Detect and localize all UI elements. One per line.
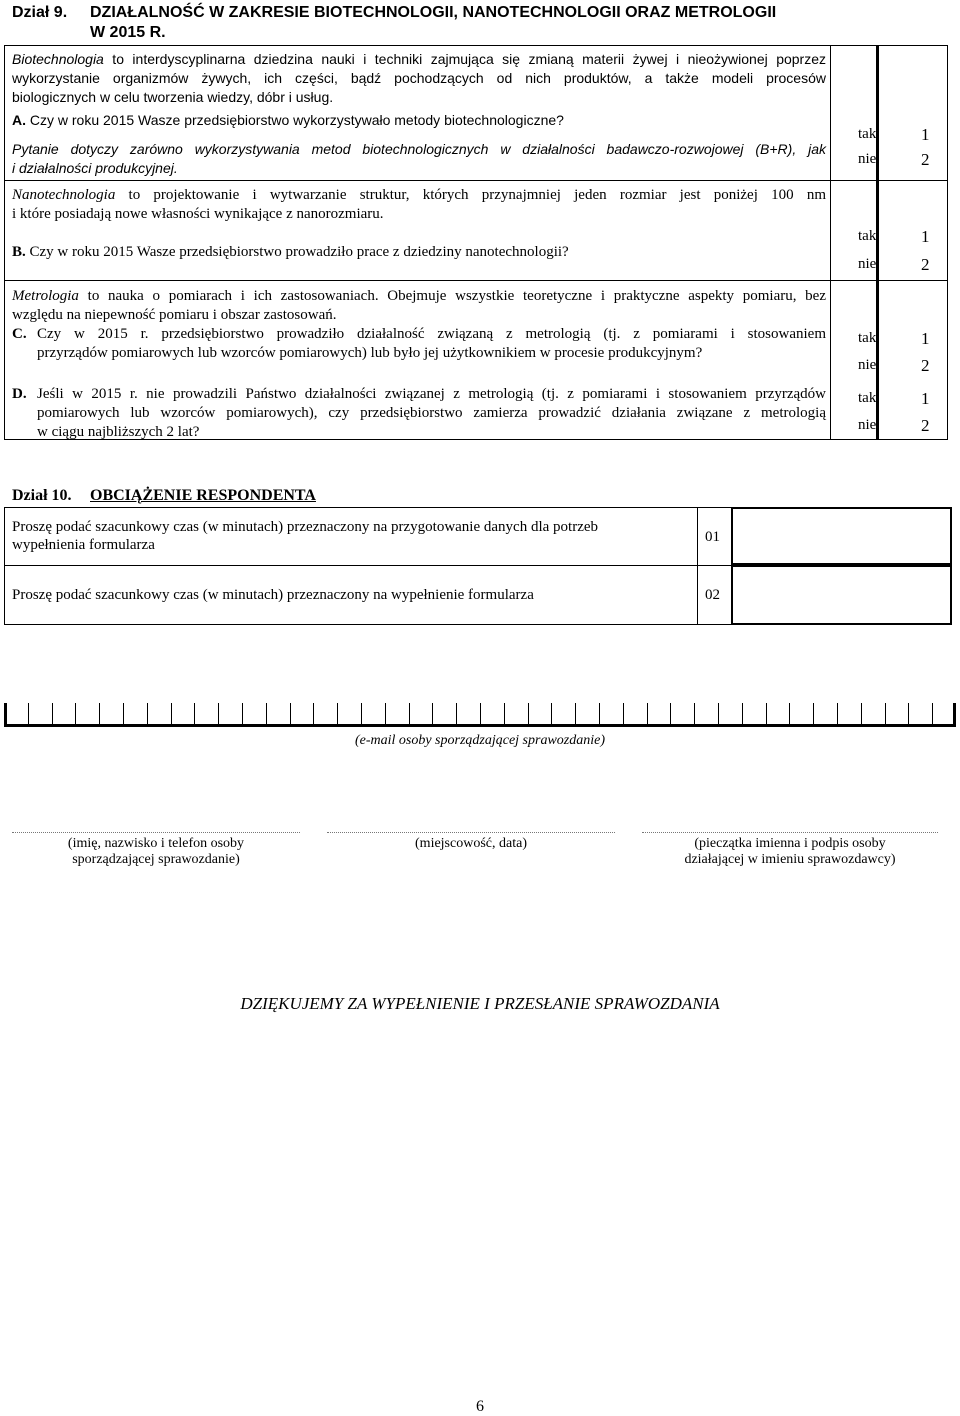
bio-definition-line2: wykorzystanie organizmów żywych, ich części, bądź pochodzących od nich produktów, a także modeli procesów bbox=[12, 70, 826, 86]
nano-definition-line2: i które posiadają nowe własności wynikające z nanorozmiaru. bbox=[12, 206, 384, 222]
answer-a-yes-code[interactable]: 1 bbox=[921, 125, 930, 144]
bio-term: Biotechnologia bbox=[12, 51, 104, 67]
burden-row1-line2: wypełnienia formularza bbox=[12, 537, 155, 553]
email-cell-divider bbox=[861, 703, 862, 725]
burden-code-divider bbox=[697, 507, 698, 625]
email-cell-divider bbox=[290, 703, 291, 725]
question-b bbox=[12, 244, 569, 261]
burden-row2-text: Proszę podać szacunkowy czas (w minutach) przeznaczony na wypełnienie formularza bbox=[12, 587, 534, 603]
email-cell-divider bbox=[52, 703, 53, 725]
burden-row2-input[interactable] bbox=[731, 565, 952, 625]
email-cell-divider bbox=[361, 703, 362, 725]
section-9-title-line2: W 2015 R. bbox=[90, 24, 166, 41]
answer-d-no-label[interactable]: nie bbox=[858, 417, 877, 433]
email-cell-divider bbox=[75, 703, 76, 725]
bio-note-line2: i działalności produkcyjnej. bbox=[12, 160, 178, 176]
row-divider-bio bbox=[4, 180, 948, 181]
answer-c-no-code[interactable]: 2 bbox=[921, 356, 930, 375]
bio-def-text1: to interdyscyplinarna dziedzina nauki i techniki zajmująca się zmianą materii żywej i nieożywionej poprzez bbox=[103, 51, 826, 67]
email-cell-divider bbox=[409, 703, 410, 725]
place-caption: (miejscowość, data) bbox=[415, 836, 527, 851]
email-cell-divider bbox=[194, 703, 195, 725]
email-cell-divider bbox=[528, 703, 529, 725]
email-cell-divider bbox=[599, 703, 600, 725]
answer-a-no-code[interactable]: 2 bbox=[921, 150, 930, 169]
question-a-letter: A. bbox=[12, 112, 26, 128]
answer-a-no-label[interactable]: nie bbox=[858, 151, 877, 167]
email-cell-divider bbox=[313, 703, 314, 725]
section-10-title: OBCIĄŻENIE RESPONDENTA bbox=[90, 487, 316, 504]
row-divider-nano bbox=[4, 280, 948, 281]
email-cell-divider bbox=[28, 703, 29, 725]
email-input[interactable] bbox=[4, 703, 956, 727]
email-cell-divider bbox=[171, 703, 172, 725]
email-cell-divider bbox=[885, 703, 886, 725]
burden-row1-input[interactable] bbox=[731, 507, 952, 565]
email-cell-divider bbox=[456, 703, 457, 725]
section-9-title-line1: DZIAŁALNOŚĆ W ZAKRESIE BIOTECHNOLOGII, NANOTECHNOLOGII ORAZ METROLOGII bbox=[90, 4, 777, 21]
question-c-line1: Czy w 2015 r. przedsiębiorstwo prowadziło działalność związaną z metrologią (tj. z pomiarami i stosowaniem bbox=[37, 326, 826, 342]
burden-row2-code: 02 bbox=[705, 587, 720, 603]
email-cell-divider bbox=[718, 703, 719, 725]
email-cell-divider bbox=[551, 703, 552, 725]
nano-def-text1: to projektowanie i wytwarzanie struktur, których przynajmniej jeden rozmiar jest poniżej 100 nm bbox=[115, 187, 826, 203]
question-c-letter: C. bbox=[12, 326, 27, 342]
question-a-text: Czy w roku 2015 Wasze przedsiębiorstwo wykorzystywało metody biotechnologiczne? bbox=[26, 112, 564, 128]
email-input-right-edge bbox=[953, 703, 956, 727]
email-cell-divider bbox=[337, 703, 338, 725]
email-cell-divider bbox=[647, 703, 648, 725]
email-cell-divider bbox=[575, 703, 576, 725]
email-cell-divider bbox=[504, 703, 505, 725]
answer-c-no-label[interactable]: nie bbox=[858, 357, 877, 373]
answer-b-yes-label[interactable]: tak bbox=[858, 228, 877, 244]
stamp-caption-line1: (pieczątka imienna i podpis osoby bbox=[694, 836, 886, 851]
email-input-left-edge bbox=[4, 703, 7, 727]
question-d-line3: w ciągu najbliższych 2 lat? bbox=[37, 424, 200, 440]
answer-d-yes-code[interactable]: 1 bbox=[921, 389, 930, 408]
nano-term: Nanotechnologia bbox=[12, 187, 116, 203]
place-date-line[interactable] bbox=[327, 832, 615, 833]
email-cell-divider bbox=[242, 703, 243, 725]
email-cell-divider bbox=[218, 703, 219, 725]
page-number: 6 bbox=[476, 1398, 484, 1415]
thank-you-message: DZIĘKUJEMY ZA WYPEŁNIENIE I PRZESŁANIE SPRAWOZDANIA bbox=[240, 994, 720, 1013]
burden-row1-code: 01 bbox=[705, 529, 720, 545]
answer-b-yes-code[interactable]: 1 bbox=[921, 227, 930, 246]
email-cell-divider bbox=[623, 703, 624, 725]
stamp-caption-line2: działającej w imieniu sprawozdawcy) bbox=[684, 852, 896, 867]
person-caption-line2: sporządzającej sprawozdanie) bbox=[72, 852, 240, 867]
email-cell-divider bbox=[123, 703, 124, 725]
email-cell-divider bbox=[837, 703, 838, 725]
question-b-text: Czy w roku 2015 Wasze przedsiębiorstwo prowadziło prace z dziedziny nanotechnologii? bbox=[25, 244, 569, 260]
email-cell-divider bbox=[789, 703, 790, 725]
stamp-signature-line[interactable] bbox=[642, 832, 938, 833]
answer-d-no-code[interactable]: 2 bbox=[921, 416, 930, 435]
burden-row1-line1: Proszę podać szacunkowy czas (w minutach) przeznaczony na przygotowanie danych dla potrzeb bbox=[12, 519, 599, 535]
email-cell-divider bbox=[742, 703, 743, 725]
email-cell-divider bbox=[147, 703, 148, 725]
email-cell-divider bbox=[932, 703, 933, 725]
answer-column-thick-divider bbox=[876, 45, 879, 440]
answer-c-yes-label[interactable]: tak bbox=[858, 330, 877, 346]
email-cell-divider bbox=[432, 703, 433, 725]
question-c-line2: przyrządów pomiarowych lub wzorców pomiarowych) lub było jej użytkownikiem w procesie produkcyjnym? bbox=[37, 345, 703, 361]
email-cell-divider bbox=[480, 703, 481, 725]
answer-a-yes-label[interactable]: tak bbox=[858, 126, 877, 142]
bio-definition-line1 bbox=[12, 51, 826, 67]
question-d-line2: pomiarowych lub wzorców pomiarowych), czy przedsiębiorstwo zamierza prowadzić działania związane z metrologią bbox=[37, 405, 826, 421]
person-caption bbox=[12, 836, 300, 868]
person-caption-line1: (imię, nazwisko i telefon osoby bbox=[67, 836, 245, 851]
email-cell-divider bbox=[694, 703, 695, 725]
question-b-letter: B. bbox=[12, 244, 26, 260]
person-signature-line[interactable] bbox=[12, 832, 300, 833]
stamp-caption bbox=[642, 836, 938, 868]
answer-d-yes-label[interactable]: tak bbox=[858, 390, 877, 406]
answer-c-yes-code[interactable]: 1 bbox=[921, 329, 930, 348]
bio-definition-line3: biologicznych w celu tworzenia wiedzy, dóbr i usług. bbox=[12, 89, 334, 105]
section-9-label: Dział 9. bbox=[12, 4, 68, 21]
bio-note-line1: Pytanie dotyczy zarówno wykorzystywania metod biotechnologicznych w działalności badawczo-rozwojowej (B+R), jak bbox=[12, 141, 826, 157]
email-cell-divider bbox=[266, 703, 267, 725]
nano-definition-line1 bbox=[12, 187, 826, 204]
email-cell-divider bbox=[385, 703, 386, 725]
metro-term: Metrologia bbox=[12, 288, 79, 304]
email-caption: (e-mail osoby sporządzającej sprawozdanie) bbox=[354, 733, 606, 748]
question-d-line1: Jeśli w 2015 r. nie prowadzili Państwo działalności związanej z metrologią (tj. z pomiarami i stosowaniem przyrządów bbox=[37, 386, 826, 402]
question-d-letter: D. bbox=[12, 386, 27, 402]
email-cell-divider bbox=[813, 703, 814, 725]
email-cell-divider bbox=[766, 703, 767, 725]
answer-b-no-label[interactable]: nie bbox=[858, 256, 877, 272]
metro-def-text1: to nauka o pomiarach i ich zastosowaniach. Obejmuje wszystkie teoretyczne i praktyczne aspekty pomiaru, bez bbox=[78, 288, 826, 304]
email-cell-divider bbox=[99, 703, 100, 725]
answer-b-no-code[interactable]: 2 bbox=[921, 255, 930, 274]
email-cell-divider bbox=[908, 703, 909, 725]
question-a bbox=[12, 112, 564, 128]
section-10-label: Dział 10. bbox=[12, 487, 72, 504]
metro-definition-line2: względu na niepewność pomiaru i obszar zastosowań. bbox=[12, 307, 337, 323]
metro-definition-line1 bbox=[12, 288, 826, 305]
email-cell-divider bbox=[670, 703, 671, 725]
answer-column-left-divider bbox=[830, 45, 831, 440]
